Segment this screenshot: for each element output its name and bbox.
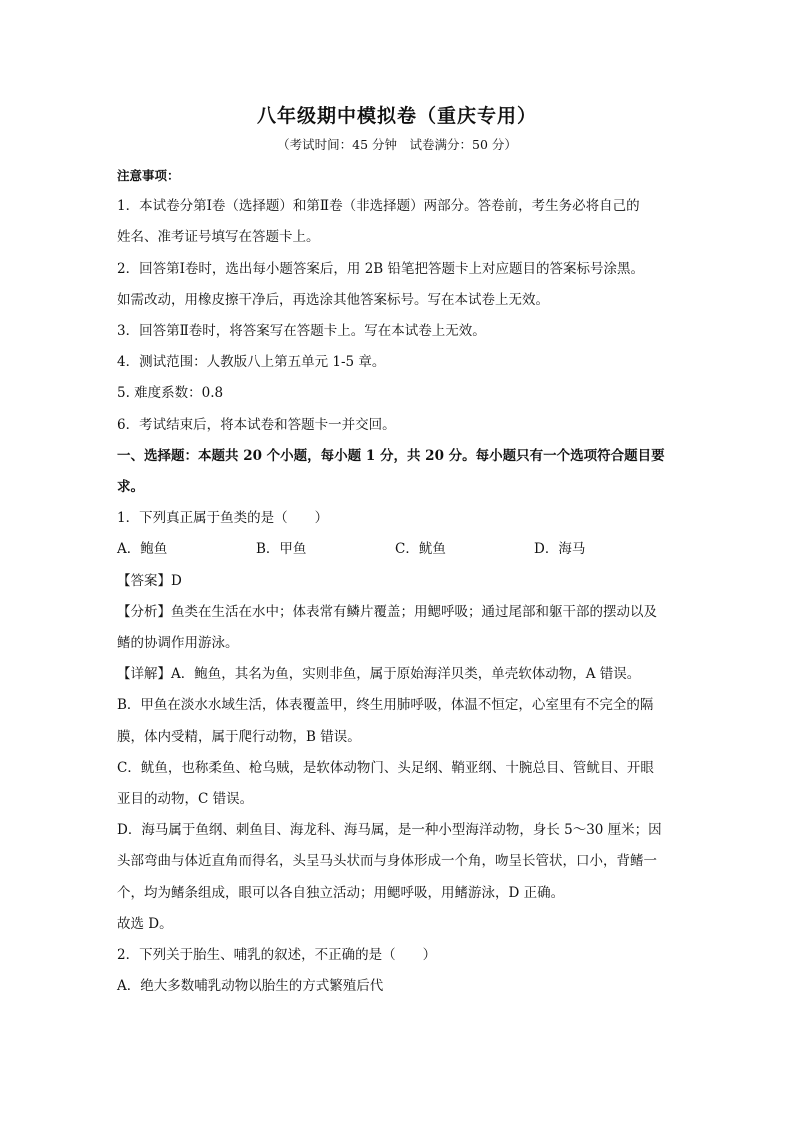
option-a: A．鲍鱼 bbox=[117, 541, 168, 558]
question-2-option-a: A．绝大多数哺乳动物以胎生的方式繁殖后代 bbox=[117, 978, 384, 995]
option-d: D．海马 bbox=[534, 541, 586, 558]
note-line: 1．本试卷分第Ⅰ卷（选择题）和第Ⅱ卷（非选择题）两部分。答卷前，考生务必将自己的 bbox=[117, 198, 640, 215]
option-c: C．鱿鱼 bbox=[395, 541, 446, 558]
section-heading: 一、选择题：本题共 20 个小题，每小题 1 分，共 20 分。每小题只有一个选项符合题目要 bbox=[117, 447, 665, 464]
detail-line: 头部弯曲与体近直角而得名，头呈马头状而与身体形成一个角，吻呈长管状，口小，背鳍一 bbox=[117, 853, 657, 870]
detail-line: 亚目的动物，C 错误。 bbox=[117, 791, 254, 808]
detail-line: 个，均为鳍条组成，眼可以各自独立活动；用鳃呼吸，用鳍游泳，D 正确。 bbox=[117, 884, 565, 901]
detail-line: D．海马属于鱼纲、刺鱼目、海龙科、海马属，是一种小型海洋动物，身长 5～30 厘米；因 bbox=[117, 822, 662, 839]
analysis-line: 鳍的协调作用游泳。 bbox=[117, 635, 239, 652]
page-title: 八年级期中模拟卷（重庆专用） bbox=[256, 105, 537, 127]
exam-info: （考试时间：45 分钟 试卷满分：50 分） bbox=[277, 137, 517, 152]
note-line: 3．回答第Ⅱ卷时，将答案写在答题卡上。写在本试卷上无效。 bbox=[117, 323, 486, 340]
note-line: 6．考试结束后，将本试卷和答题卡一并交回。 bbox=[117, 416, 396, 433]
answer-line: 【答案】D bbox=[117, 572, 182, 589]
note-line: 2．回答第Ⅰ卷时，选出每小题答案后，用 2B 铅笔把答题卡上对应题目的答案标号涂黑。 bbox=[117, 260, 645, 277]
notes-heading: 注意事项： bbox=[117, 168, 180, 183]
note-line: 4．测试范围：人教版八上第五单元 1-5 章。 bbox=[117, 354, 386, 371]
note-line: 5. 难度系数：0.8 bbox=[117, 385, 224, 402]
detail-line: B．甲鱼在淡水水域生活，体表覆盖甲，终生用肺呼吸，体温不恒定，心室里有不完全的隔 bbox=[117, 697, 654, 714]
note-line: 姓名、准考证号填写在答题卡上。 bbox=[117, 229, 320, 246]
exam-page bbox=[117, 100, 677, 1002]
question-1-stem: 1．下列真正属于鱼类的是（ ） bbox=[117, 510, 329, 527]
conclusion-line: 故选 D。 bbox=[117, 915, 173, 932]
note-line: 如需改动，用橡皮擦干净后，再选涂其他答案标号。写在本试卷上无效。 bbox=[117, 291, 549, 308]
question-2-stem: 2．下列关于胎生、哺乳的叙述，不正确的是（ ） bbox=[117, 947, 437, 964]
option-b: B．甲鱼 bbox=[256, 541, 307, 558]
detail-line: 膜，体内受精，属于爬行动物，B 错误。 bbox=[117, 728, 361, 745]
analysis-line: 【分析】鱼类在生活在水中；体表常有鳞片覆盖；用鳃呼吸；通过尾部和躯干部的摆动以及 bbox=[117, 603, 657, 620]
section-heading-cont: 求。 bbox=[117, 479, 144, 496]
detail-line: C．鱿鱼，也称柔鱼、枪乌贼，是软体动物门、头足纲、鞘亚纲、十腕总目、管鱿目、开眼 bbox=[117, 759, 654, 776]
detail-line: 【详解】A．鲍鱼，其名为鱼，实则非鱼，属于原始海洋贝类，单壳软体动物，A 错误。 bbox=[117, 666, 641, 683]
question-1-options bbox=[117, 534, 677, 565]
